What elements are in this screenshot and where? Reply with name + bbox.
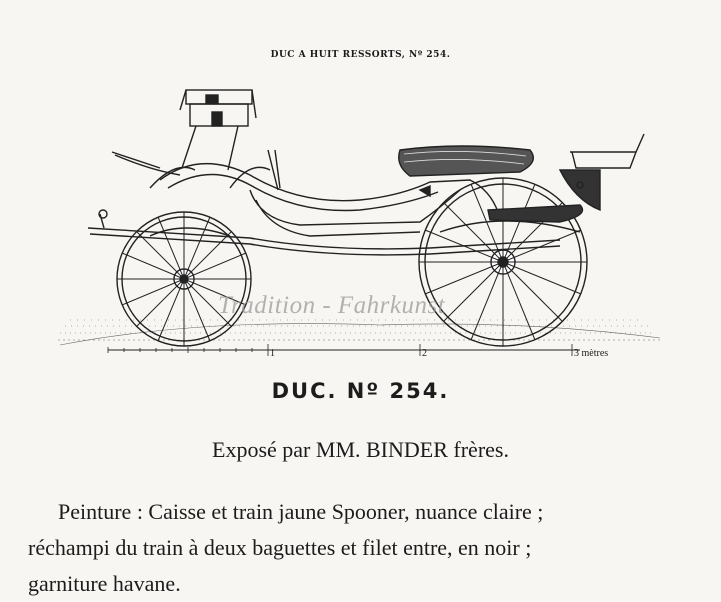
carriage-lamp [420,186,430,196]
paint-description [28,494,708,602]
exhibitor-line: Exposé par MM. BINDER frères. [212,437,509,462]
driver-seat [150,90,256,188]
ground-shading [58,320,660,345]
running-title: DUC A HUIT RESSORTS, Nº 254. [270,50,451,60]
paint-line-3: garniture havane. [28,571,181,596]
passenger-seat [399,146,534,176]
scale-label-3: 3 mètres [574,348,609,359]
paint-line-1: Peinture : Caisse et train jaune Spooner, nuance claire ; [58,499,544,524]
paint-line-2: réchampi du train à deux baguettes et filet entre, en noir ; [28,535,532,560]
scale-label-1: 1 [270,348,275,359]
watermark: Tradition - Fahrkunst [218,292,446,319]
front-wheel [117,212,251,346]
scale-label-2: 2 [422,348,427,359]
plate-title: DUC. Nº 254. [271,379,450,403]
